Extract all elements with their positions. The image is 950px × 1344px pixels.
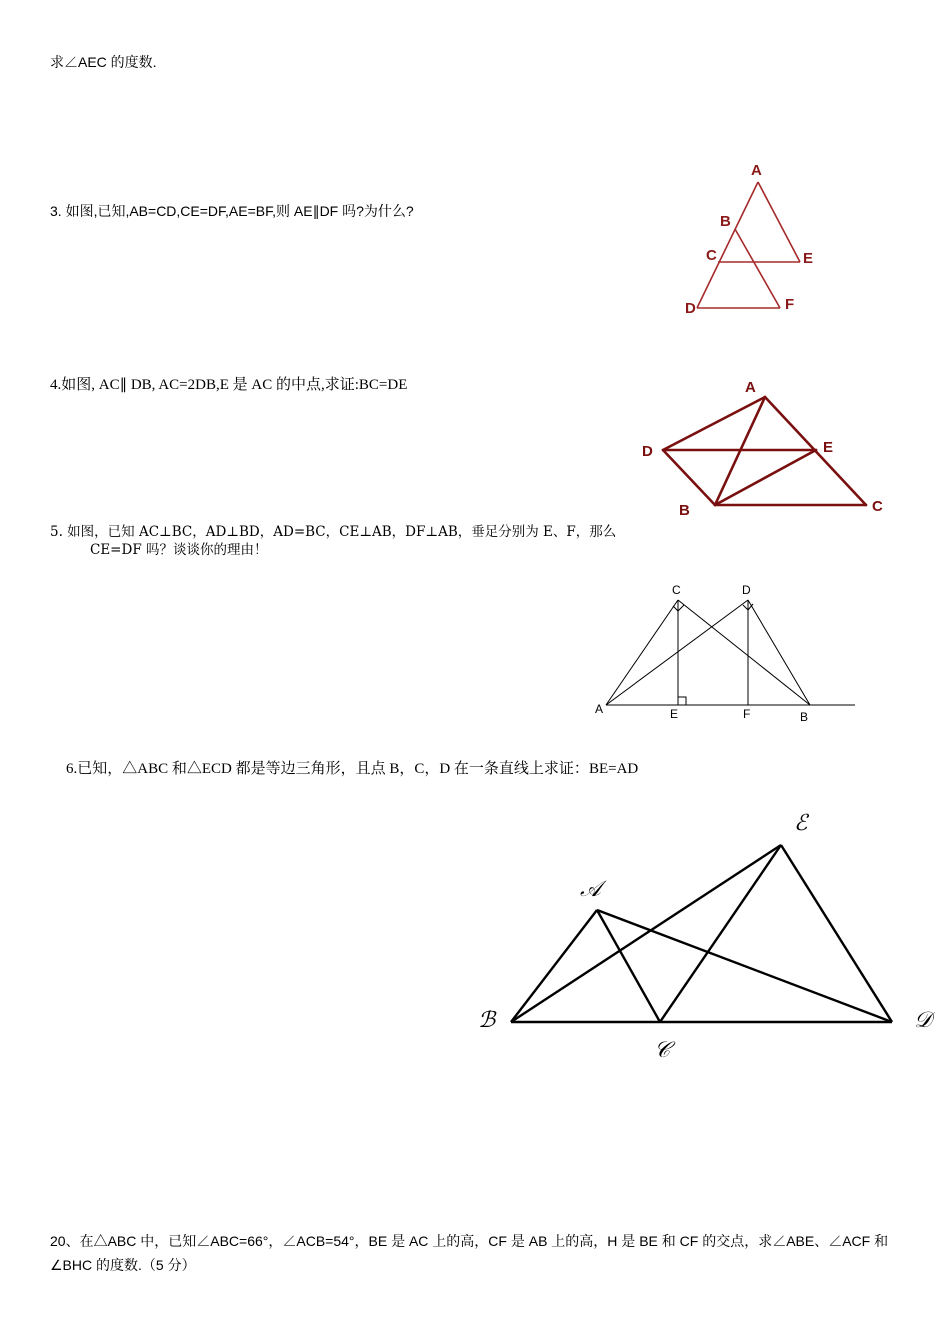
fig6-segment-ba <box>511 910 597 1022</box>
fig5-label-e: E <box>670 707 679 721</box>
question-20-line-1: 20、在△ABC 中，已知∠ABC=66°，∠ACB=54°，BE 是 AC 上的高，CF 是 AB 上的高，H 是 BE 和 CF 的交点，求∠ABE、∠ACF 和 <box>50 1233 889 1249</box>
question-6: 6.已知，△ABC 和△ECD 都是等边三角形，且点 B，C，D 在一条直线上求证：BE=AD <box>66 761 639 777</box>
fig5-label-d: D <box>742 583 751 597</box>
question-2-tail: 求∠AEC 的度数. <box>50 54 157 70</box>
fig6-label-a: 𝒜 <box>580 877 601 902</box>
fig5-label-a: A <box>595 702 604 716</box>
fig6-segment-ac <box>597 910 660 1022</box>
fig5-label-c: C <box>672 583 681 597</box>
fig3-label-a: A <box>751 162 762 179</box>
question-5-line-1: 5. 如图，已知 AC⊥BC，AD⊥BD，AD=BC，CE⊥AB，DF⊥AB，垂足分别为 E、F，那么 <box>50 524 617 540</box>
fig6-label-c: 𝒞 <box>654 1038 671 1063</box>
fig4-label-d: D <box>642 443 653 460</box>
fig6-label-b: ℬ <box>478 1008 496 1033</box>
fig4-label-c: C <box>872 498 883 515</box>
question-5-line-2: CE=DF 吗？谈谈你的理由！ <box>90 542 268 558</box>
question-3: 3. 如图,已知,AB=CD,CE=DF,AE=BF,则 AE∥DF 吗?为什么? <box>50 203 414 219</box>
fig3-label-e: E <box>803 250 814 267</box>
fig4-label-a: A <box>745 379 756 396</box>
question-4: 4.如图, AC∥ DB, AC=2DB,E 是 AC 的中点,求证:BC=DE <box>50 377 408 393</box>
fig5-label-b: B <box>800 710 809 724</box>
fig3-label-f: F <box>785 296 795 313</box>
fig6-label-d: 𝒟 <box>914 1008 932 1033</box>
fig6-segment-ed <box>781 845 892 1022</box>
fig3-label-c: C <box>706 247 717 264</box>
fig3-label-b: B <box>720 213 731 230</box>
fig3-label-d: D <box>685 300 696 317</box>
fig4-label-e: E <box>823 439 834 456</box>
question-20-line-2: ∠BHC 的度数.（5 分） <box>50 1257 196 1273</box>
fig6-segment-ce <box>660 845 781 1022</box>
fig4-label-b: B <box>679 502 690 519</box>
fig6-segment-ad <box>597 910 892 1022</box>
fig6-label-e: ℰ <box>794 811 808 836</box>
fig5-label-f: F <box>743 707 751 721</box>
